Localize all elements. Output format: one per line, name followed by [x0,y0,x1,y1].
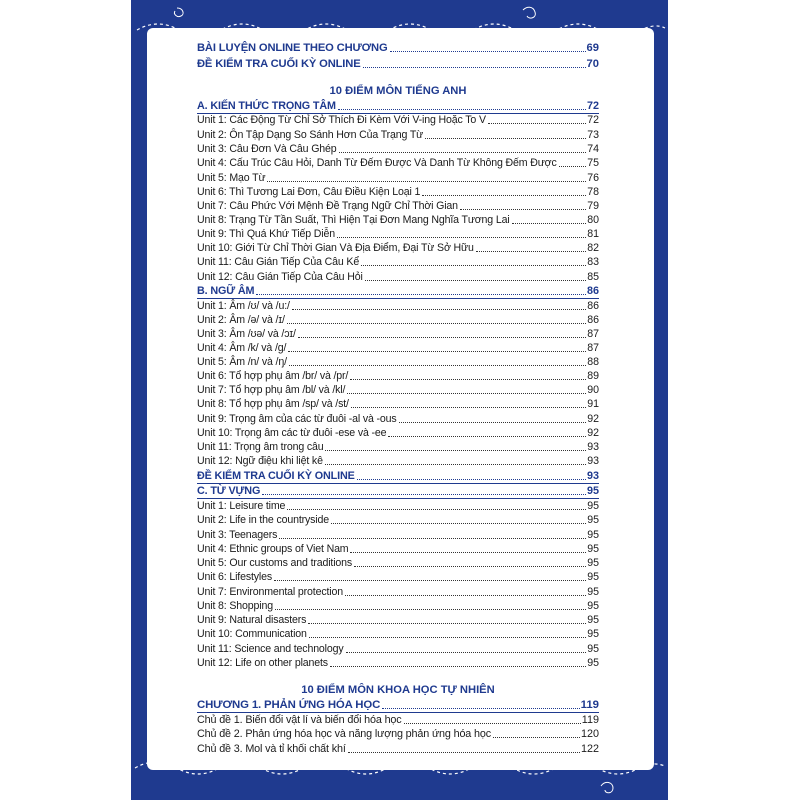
toc-entry[interactable]: Unit 2: Âm /ə/ và /ɪ/ 86 [197,314,599,326]
dot-leader [460,209,586,210]
toc-entry[interactable]: Chủ đề 2. Phản ứng hóa học và năng lượng phản ứng hóa học 120 [197,728,599,740]
toc-entry[interactable]: Unit 6: Tổ hợp phụ âm /br/ và /pr/ 89 [197,370,599,382]
toc-heading-section-b[interactable]: B. NGỮ ÂM 86 [197,285,599,297]
dot-leader [425,138,586,139]
toc-entry[interactable]: Unit 12: Life on other planets 95 [197,657,599,669]
toc-entry[interactable]: Unit 4: Ethnic groups of Viet Nam 95 [197,543,599,555]
dot-leader [493,737,580,738]
dot-leader [350,552,586,553]
dot-leader [354,566,586,567]
toc-entry-online-final-exam[interactable]: ĐỀ KIỂM TRA CUỐI KỲ ONLINE 70 [197,58,599,70]
dot-leader [363,67,586,68]
dot-leader [289,365,586,366]
toc-entry[interactable]: Unit 2: Life in the countryside 95 [197,514,599,526]
toc-entry[interactable]: Unit 9: Natural disasters 95 [197,614,599,626]
dot-leader [262,494,586,495]
toc-entry[interactable]: Unit 11: Trọng âm trong câu 93 [197,441,599,453]
dot-leader [512,223,587,224]
toc-entry[interactable]: Unit 1: Leisure time 95 [197,500,599,512]
dot-leader [298,337,586,338]
dot-leader [325,450,586,451]
dot-leader [345,595,586,596]
toc-entry[interactable]: Unit 10: Giới Từ Chỉ Thời Gian Và Địa Điểm, Đại Từ Sở Hữu 82 [197,242,599,254]
dot-leader [559,166,587,167]
dot-leader [267,181,586,182]
dot-leader [309,637,586,638]
toc-entry[interactable]: Unit 6: Thì Tương Lai Đơn, Câu Điều Kiện Loại 1 78 [197,186,599,198]
toc-entry[interactable]: Chủ đề 1. Biến đổi vật lí và biến đổi hóa học 119 [197,714,599,726]
english-section-title: 10 ĐIỂM MÔN TIẾNG ANH [329,85,467,97]
toc-entry[interactable]: Unit 5: Mạo Từ 76 [197,172,599,184]
dot-leader [350,379,586,380]
toc-entry[interactable]: Unit 8: Tổ hợp phụ âm /sp/ và /st/ 91 [197,398,599,410]
toc-entry[interactable]: Unit 5: Âm /n/ và /ŋ/ 88 [197,356,599,368]
dot-leader [348,752,580,753]
dot-leader [357,479,586,480]
toc-entry[interactable]: Unit 1: Âm /ʊ/ và /u:/ 86 [197,300,599,312]
dot-leader [382,708,579,709]
dot-leader [292,309,586,310]
toc-entry[interactable]: Unit 3: Câu Đơn Và Câu Ghép 74 [197,143,599,155]
dot-leader [274,580,586,581]
toc-entry[interactable]: Unit 7: Tổ hợp phụ âm /bl/ và /kl/ 90 [197,384,599,396]
toc-entry[interactable]: Unit 2: Ôn Tập Dạng So Sánh Hơn Của Trạng Từ 73 [197,129,599,141]
dot-leader [361,265,586,266]
dot-leader [288,351,586,352]
table-of-contents [197,0,599,800]
dot-leader [287,323,586,324]
dot-leader [365,280,587,281]
toc-entry[interactable]: Unit 10: Communication 95 [197,628,599,640]
dot-leader [325,464,586,465]
toc-entry[interactable]: Unit 9: Thì Quá Khứ Tiếp Diễn 81 [197,228,599,240]
dot-leader [404,723,581,724]
toc-entry[interactable]: Unit 5: Our customs and traditions 95 [197,557,599,569]
toc-entry[interactable]: Unit 11: Science and technology 95 [197,643,599,655]
toc-heading-section-c[interactable]: C. TỪ VỰNG 95 [197,485,599,497]
toc-heading-section-a[interactable]: A. KIẾN THỨC TRỌNG TÂM 72 [197,100,599,112]
dot-leader [337,237,586,238]
dot-leader [256,294,586,295]
toc-entry[interactable]: Unit 7: Câu Phức Với Mệnh Đề Trạng Ngữ Chỉ Thời Gian 79 [197,200,599,212]
dot-leader [390,51,586,52]
dot-leader [331,523,586,524]
dot-leader [279,538,586,539]
dot-leader [347,393,586,394]
dot-leader [338,109,586,110]
toc-entry[interactable]: Unit 3: Âm /ʊə/ và /ɔɪ/ 87 [197,328,599,340]
toc-entry[interactable]: Unit 10: Trọng âm các từ đuôi -ese và -ee 92 [197,427,599,439]
toc-entry[interactable]: Unit 4: Âm /k/ và /g/ 87 [197,342,599,354]
toc-entry[interactable]: Unit 7: Environmental protection 95 [197,586,599,598]
toc-entry[interactable]: Unit 3: Teenagers 95 [197,529,599,541]
dot-leader [339,152,587,153]
toc-entry[interactable]: Unit 1: Các Động Từ Chỉ Sở Thích Đi Kèm Với V-ing Hoặc To V 72 [197,114,599,126]
toc-entry[interactable]: Unit 11: Câu Gián Tiếp Của Câu Kể 83 [197,256,599,268]
toc-heading-chapter-1[interactable]: CHƯƠNG 1. PHẢN ỨNG HÓA HỌC 119 [197,699,599,711]
toc-entry[interactable]: Unit 12: Ngữ điệu khi liệt kê 93 [197,455,599,467]
toc-entry[interactable]: Unit 8: Trạng Từ Tần Suất, Thì Hiện Tại Đơn Mang Nghĩa Tương Lai 80 [197,214,599,226]
dot-leader [488,123,586,124]
toc-entry[interactable]: Chủ đề 3. Mol và tỉ khối chất khí 122 [197,743,599,755]
science-section-title: 10 ĐIỂM MÔN KHOA HỌC TỰ NHIÊN [301,684,495,696]
dot-leader [422,195,586,196]
toc-entry[interactable]: Unit 12: Câu Gián Tiếp Của Câu Hỏi 85 [197,271,599,283]
toc-entry-online-final-exam-english[interactable]: ĐỀ KIỂM TRA CUỐI KỲ ONLINE 93 [197,470,599,482]
toc-entry[interactable]: Unit 6: Lifestyles 95 [197,571,599,583]
dot-leader [399,422,587,423]
dot-leader [330,666,586,667]
dot-leader [346,652,587,653]
toc-entry[interactable]: Unit 8: Shopping 95 [197,600,599,612]
dot-leader [388,436,586,437]
toc-entry-online-chapter-practice[interactable]: BÀI LUYỆN ONLINE THEO CHƯƠNG 69 [197,42,599,54]
toc-entry[interactable]: Unit 9: Trọng âm của các từ đuôi -al và -ous 92 [197,413,599,425]
dot-leader [476,251,586,252]
dot-leader [287,509,586,510]
dot-leader [275,609,586,610]
toc-entry[interactable]: Unit 4: Cấu Trúc Câu Hỏi, Danh Từ Đếm Được Và Danh Từ Không Đếm Được 75 [197,157,599,169]
dot-leader [351,407,586,408]
dot-leader [308,623,586,624]
